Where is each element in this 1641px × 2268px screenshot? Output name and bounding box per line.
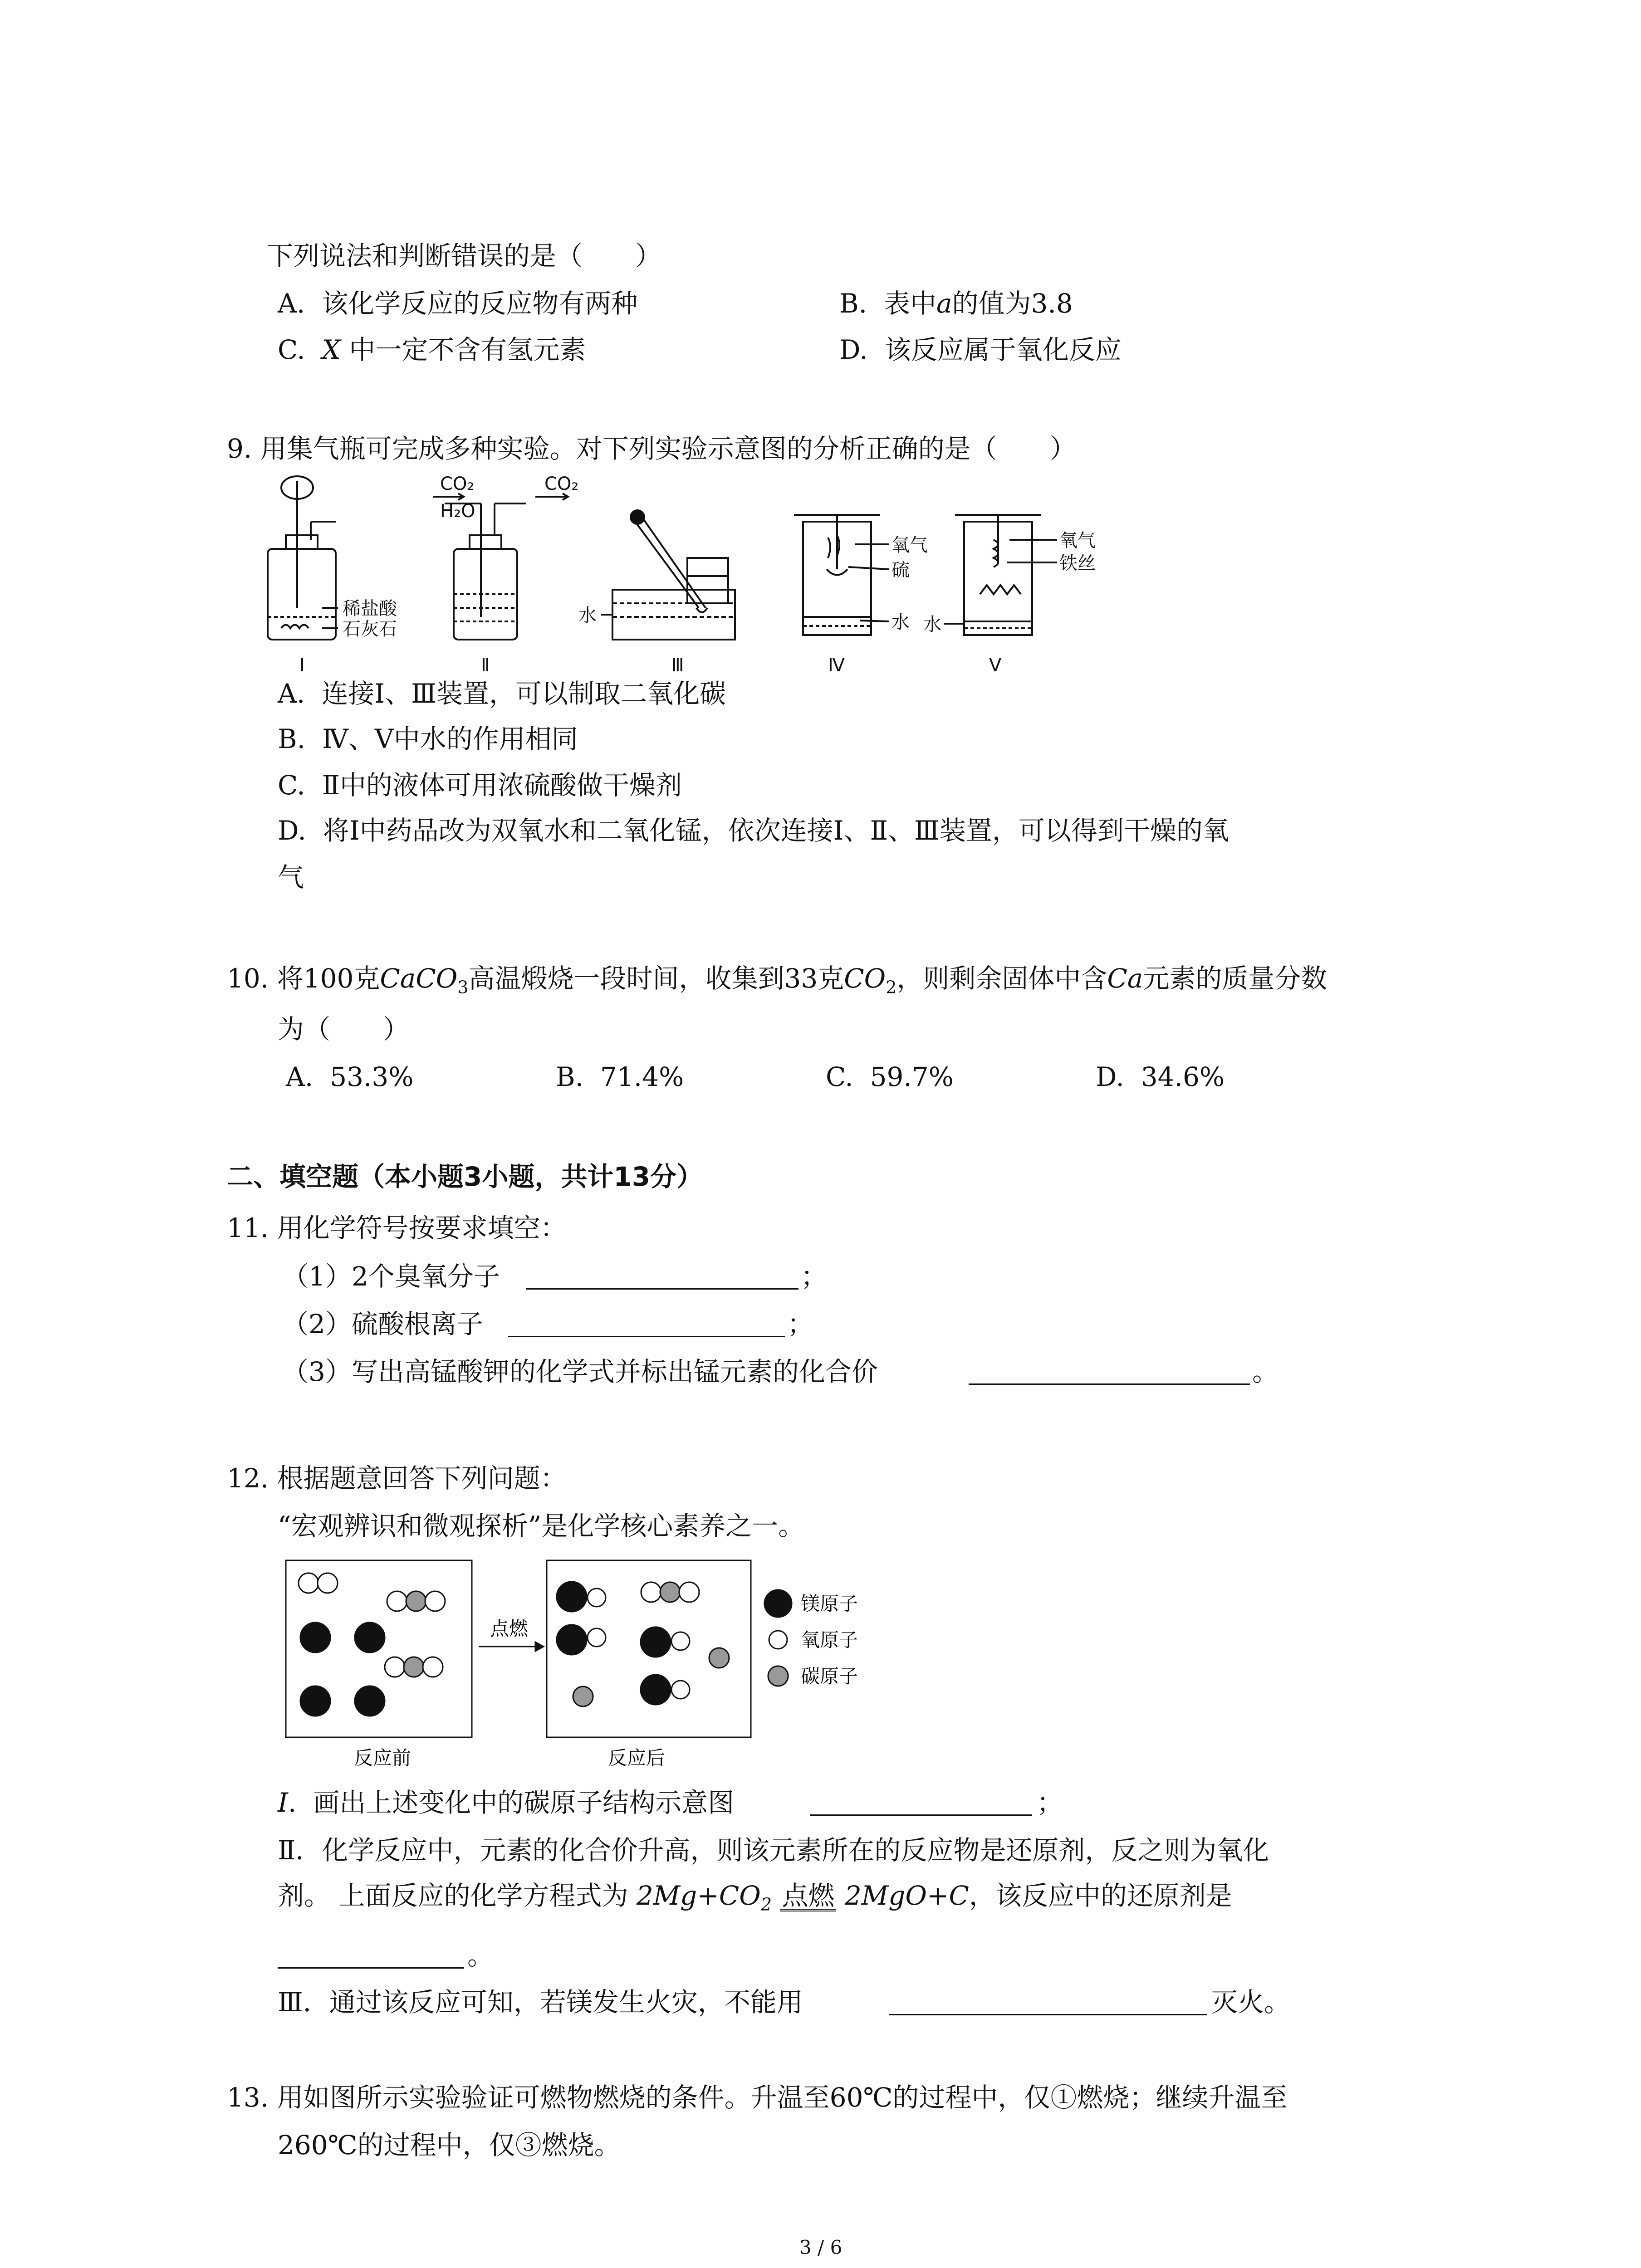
roman-iv: Ⅳ xyxy=(828,655,845,676)
q9-option-c: C. Ⅱ中的液体可用浓硫酸做干燥剂 xyxy=(278,770,682,801)
q12-part-iii-blank[interactable] xyxy=(889,2013,1207,2015)
q11-part1-end: ； xyxy=(801,1261,828,1292)
legend-c: 碳原子 xyxy=(801,1665,858,1687)
q9-option-d-cont: 气 xyxy=(278,862,304,893)
q11-stem: 11. 用化学符号按要求填空： xyxy=(227,1212,567,1243)
sulfur-label: 硫 xyxy=(892,560,910,581)
roman-i: Ⅰ xyxy=(299,655,305,676)
co2-in-label: CO₂ xyxy=(440,474,475,494)
q8-stem: 下列说法和判断错误的是（ ） xyxy=(267,240,662,271)
q10-stem: 10. 将100克CaCO$_3$高温煅烧一段时间，收集到33克$CO_2$，则剩余固体中含Ca元素的质量分数 xyxy=(227,963,1327,997)
oxygen-v-label: 氧气 xyxy=(1059,530,1096,551)
q8-option-b: B. 表中a的值为3.8 xyxy=(839,288,1073,319)
water-iii-label: 水 xyxy=(578,605,597,626)
roman-ii: Ⅱ xyxy=(481,655,490,676)
q11-part1: （1）2个臭氧分子 xyxy=(282,1261,500,1292)
equation-condition: 点燃 xyxy=(780,1882,836,1911)
ignite-label: 点燃 xyxy=(490,1618,529,1640)
q10-option-d: D. 34.6% xyxy=(1096,1061,1225,1092)
q11-part3: （3）写出高锰酸钾的化学式并标出锰元素的化合价 xyxy=(282,1356,878,1387)
q9-stem: 9. 用集气瓶可完成多种实验。对下列实验示意图的分析正确的是（ ） xyxy=(227,433,1076,464)
q11-part2: （2）硫酸根离子 xyxy=(282,1309,483,1339)
section-heading: 二、填空题（本小题3小题，共计13分） xyxy=(227,1161,703,1192)
q12-part-iii: Ⅲ．通过该反应可知，若镁发生火灾，不能用 xyxy=(278,1987,803,2018)
q12-part-ii-end: 。 xyxy=(467,1940,494,1971)
q12-part-i-blank[interactable] xyxy=(810,1813,1032,1816)
water-iv-label: 水 xyxy=(892,612,910,633)
roman-v: Ⅴ xyxy=(989,655,1002,676)
q11-part1-blank[interactable] xyxy=(526,1287,798,1290)
after-label: 反应后 xyxy=(608,1747,666,1769)
q11-part3-end: 。 xyxy=(1252,1356,1279,1387)
q11-part2-blank[interactable] xyxy=(508,1335,785,1337)
q12-part-ii-equation-line: 剂。 上面反应的化学方程式为 $2Mg+CO_2$ 点燃 2MgO+C，该反应中的还原剂是 xyxy=(278,1880,1232,1915)
q8-option-a: A. 该化学反应的反应物有两种 xyxy=(278,288,638,319)
q10-option-a: A. 53.3% xyxy=(286,1061,414,1092)
q9-apparatus-figure xyxy=(254,472,1161,680)
page-number: 3 / 6 xyxy=(799,2236,843,2258)
co2-out-label: CO₂ xyxy=(544,474,579,494)
q9-option-b: B. Ⅳ、Ⅴ中水的作用相同 xyxy=(278,723,578,754)
q10-option-c: C. 59.7% xyxy=(826,1061,954,1092)
q13-stem: 13. 用如图所示实验验证可燃物燃烧的条件。升温至60℃的过程中，仅①燃烧；继续升温至 xyxy=(227,2082,1288,2113)
q8-option-d: D. 该反应属于氧化反应 xyxy=(839,334,1122,365)
q10-stem-cont: 为（ ） xyxy=(278,1014,410,1045)
q13-stem-cont: 260℃的过程中，仅③燃烧。 xyxy=(278,2130,621,2160)
roman-iii: Ⅲ xyxy=(671,655,684,676)
q12-part-i-end: ； xyxy=(1037,1787,1063,1818)
iron-wire-label: 铁丝 xyxy=(1059,553,1096,574)
q12-stem: 12. 根据题意回答下列问题： xyxy=(227,1463,567,1494)
oxygen-iv-label: 氧气 xyxy=(892,535,928,556)
legend-mg: 镁原子 xyxy=(801,1593,858,1615)
q9-option-d: D. 将Ⅰ中药品改为双氧水和二氧化锰，依次连接Ⅰ、Ⅱ、Ⅲ装置，可以得到干燥的氧 xyxy=(278,815,1229,846)
hcl-label: 稀盐酸 xyxy=(343,598,397,619)
q10-option-b: B. 71.4% xyxy=(556,1061,684,1092)
q11-part3-blank[interactable] xyxy=(969,1383,1250,1385)
q8-option-c: C. X 中一定不含有氢元素 xyxy=(278,334,586,365)
q12-part-i: I. 画出上述变化中的碳原子结构示意图 xyxy=(278,1787,735,1818)
before-label: 反应前 xyxy=(354,1747,411,1769)
q12-intro: “宏观辨识和微观探析”是化学核心素养之一。 xyxy=(278,1510,805,1541)
q11-part2-end: ； xyxy=(787,1309,814,1339)
q12-part-iii-end: 灭火。 xyxy=(1211,1987,1291,2018)
legend-o: 氧原子 xyxy=(801,1629,858,1651)
q12-part-ii-blank[interactable] xyxy=(278,1966,464,1969)
q12-reaction-figure xyxy=(281,1556,926,1774)
limestone-label: 石灰石 xyxy=(343,619,397,640)
water-v-label: 水 xyxy=(923,614,941,635)
q12-part-ii: Ⅱ．化学反应中，元素的化合价升高，则该元素所在的反应物是还原剂，反之则为氧化 xyxy=(278,1835,1269,1866)
q9-option-a: A. 连接Ⅰ、Ⅲ装置，可以制取二氧化碳 xyxy=(278,678,726,709)
h2o-label: H₂O xyxy=(440,501,475,522)
